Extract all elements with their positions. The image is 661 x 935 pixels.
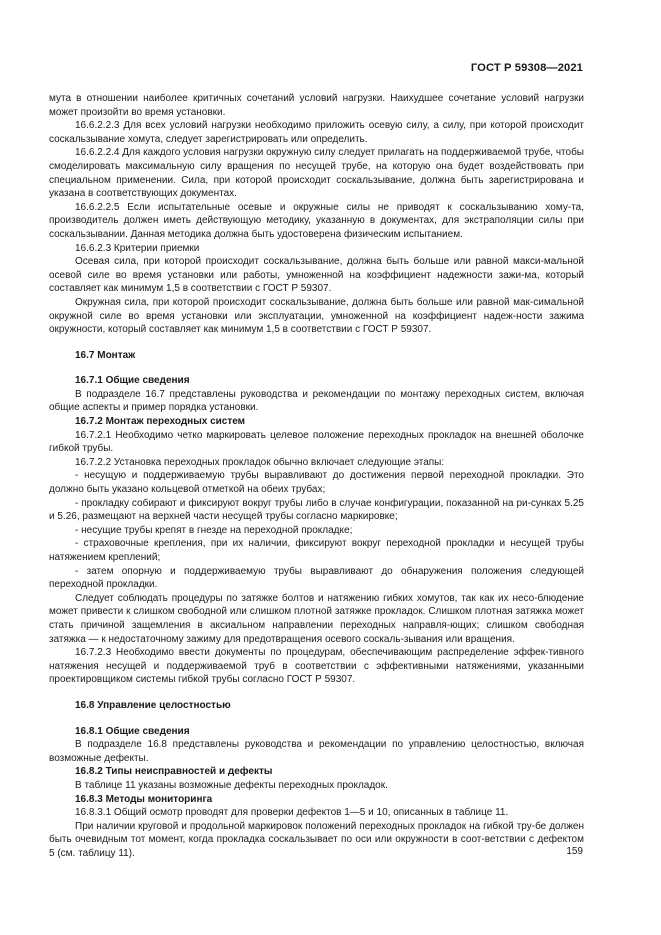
paragraph: При наличии круговой и продольной маркировок положений переходных прокладок на гибкой тру-бе должен быть очевидным тот момент, когда прокладка соскальзывает по оси или окружности в соот-ветствии с дефектом 5 (см. таблицу 11). — [49, 820, 584, 859]
section-heading-16-7: 16.7 Монтаж — [75, 349, 136, 361]
clause-16-6-2-2-5: 16.6.2.2.5 Если испытательные осевые и окружные силы не приводят к соскальзыванию хому-та, производитель должен иметь действующую методику, указанную в документах, для экстраполяции силы при соскальзывании. Данная методика должна быть удостоверена физическим испытанием. — [49, 201, 584, 240]
clause-16-7-2-3: 16.7.2.3 Необходимо ввести документы по процедурам, обеспечивающим распределение эффек-тивного натяжения несущей и поддерживаемой труб в соответствии с эффективными натяжениями, указанными проектировщиком системы гибкой трубы согласно ГОСТ Р 59307. — [49, 647, 584, 686]
list-item: - прокладку собирают и фиксируют вокруг трубы либо в случае конфигурации, показанной на ри-сунках 5.25 и 5.26, размещают на верхней части несущей трубы согласно маркировке; — [49, 497, 584, 523]
clause-16-7-2-1: 16.7.2.1 Необходимо четко маркировать целевое положение переходных прокладок на внешней оболочке гибкой трубы. — [49, 429, 584, 455]
page-body — [49, 92, 584, 860]
subsection-heading-16-8-1: 16.8.1 Общие сведения — [75, 725, 190, 737]
subsection-heading-16-8-2: 16.8.2 Типы неисправностей и дефекты — [75, 766, 273, 778]
paragraph: Окружная сила, при которой происходит соскальзывание, должна быть больше или равной мак-симальной окружной силе во время установки или эксплуатации, умноженной на коэффициент надеж-ности зажима окружности, который составляет как минимум 1,5 в соответствии с ГОСТ Р 59307. — [49, 296, 584, 336]
section-heading-16-8: 16.8 Управление целостностью — [75, 699, 231, 711]
list-item: - страховочные крепления, при их наличии, фиксируют вокруг переходной прокладки и несущей трубы натяжением креплений; — [49, 538, 584, 563]
subsection-heading-16-7-2: 16.7.2 Монтаж переходных систем — [75, 416, 246, 428]
clause-16-7-2-2: 16.7.2.2 Установка переходных прокладок обычно включает следующие этапы: — [75, 456, 445, 468]
clause-16-6-2-2-4: 16.6.2.2.4 Для каждого условия нагрузки окружную силу следует прилагать на поддерживаемой трубе, чтобы смоделировать максимальную силу вращения по несущей трубе, на которую она будет воздействовать при специальном применении. Сила, при которой происходит соскальзывание, должна быть зарегистрирована и указана в соответствующих документах. — [49, 147, 584, 200]
paragraph: мута в отношении наиболее критичных сочетаний условий нагрузки. Наихудшее сочетание условий нагрузки может произойти во время установки. — [49, 93, 584, 118]
subsection-heading-16-8-3: 16.8.3 Методы мониторинга — [75, 793, 213, 805]
paragraph: В таблице 11 указаны возможные дефекты переходных прокладок. — [75, 779, 388, 791]
paragraph: В подразделе 16.7 представлены руководства и рекомендации по монтажу переходных систем, включая общие аспекты и пример порядка установки. — [49, 388, 584, 414]
subsection-heading-16-7-1: 16.7.1 Общие сведения — [75, 375, 190, 387]
clause-16-8-3-1: 16.8.3.1 Общий осмотр проводят для проверки дефектов 1—5 и 10, описанных в таблице 11. — [75, 807, 509, 819]
list-item: - несущие трубы крепят в гнезде на переходной прокладке; — [75, 524, 353, 536]
page-number: 159 — [566, 846, 583, 857]
clause-16-6-2-2-3: 16.6.2.2.3 Для всех условий нагрузки необходимо приложить осевую силу, а силу, при которой происходит соскальзывание хомута, следует зарегистрировать или определить. — [49, 120, 584, 145]
paragraph: Следует соблюдать процедуры по затяжке болтов и натяжению гибких хомутов, так как их несо-блюдение может привести к слишком свободной или слишком плотной затяжке прокладок. Слишком плотная затяжка может стать причиной защемления в аксиальном направлении переходных направля-ющих; слишком свободная затяжка — к недостаточному зажиму для предотвращения осевого соскаль-зывания или вращения. — [49, 592, 584, 645]
clause-16-6-2-3-title: 16.6.2.3 Критерии приемки — [75, 242, 200, 254]
list-item: - затем опорную и поддерживаемую трубы выравливают до обнаружения положения следующей переходной прокладки. — [49, 565, 584, 591]
document-code: ГОСТ Р 59308—2021 — [470, 62, 583, 74]
paragraph: В подразделе 16.8 представлены руководства и рекомендации по управлению целостностью, включая возможные дефекты. — [49, 739, 584, 764]
paragraph: Осевая сила, при которой происходит соскальзывание, должна быть больше или равной макси-мальной осевой силе во время установки или работы, умноженной на коэффициент надежности зажи-ма, который составляет как минимум 1,5 в соответствии с ГОСТ Р 59307. — [49, 256, 584, 295]
list-item: - несущую и поддерживаемую трубы выравливают до достижения первой переходной прокладки. Это должно быть указано кольцевой отметкой на обеих трубах; — [49, 470, 584, 496]
